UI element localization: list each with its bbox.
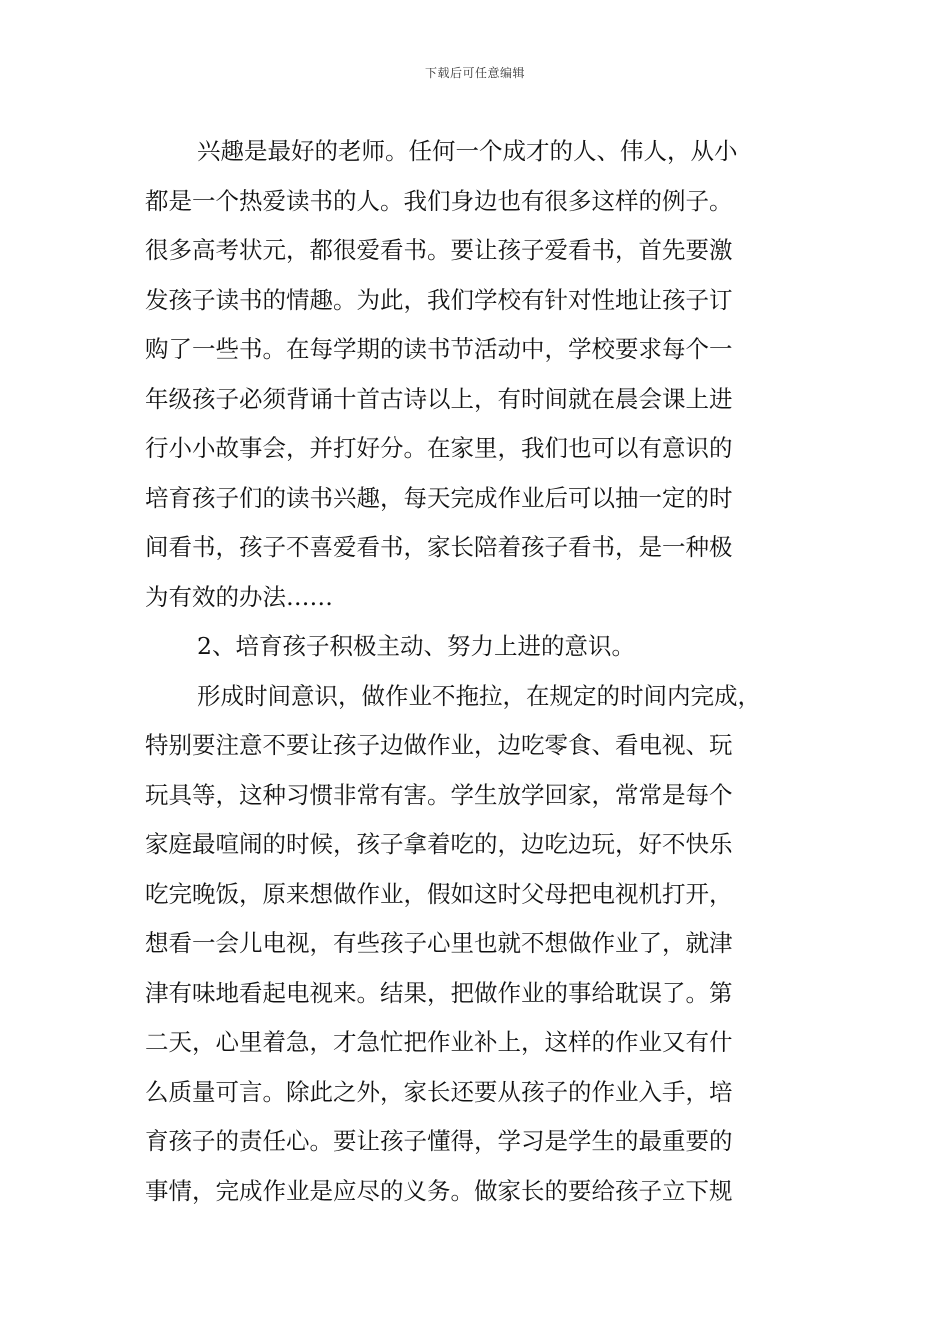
text-line: 都是一个热爱读书的人。我们身边也有很多这样的例子。	[145, 186, 733, 215]
text-line: 培育孩子们的读书兴趣，每天完成作业后可以抽一定的时	[145, 483, 733, 512]
text-line: 特别要注意不要让孩子边做作业，边吃零食、看电视、玩	[145, 731, 733, 759]
text-line: 玩具等，这种习惯非常有害。学生放学回家，常常是每个	[145, 780, 733, 809]
section-heading: 2、培育孩子积极主动、努力上进的意识。	[197, 632, 635, 660]
text-line: 很多高考状元，都很爱看书。要让孩子爱看书，首先要激	[145, 236, 733, 264]
text-line: 间看书，孩子不喜爱看书，家长陪着孩子看书，是一种极	[145, 533, 733, 561]
text-line: 事情，完成作业是应尽的义务。做家长的要给孩子立下规	[145, 1176, 733, 1205]
text-line: 发孩子读书的情趣。为此，我们学校有针对性地让孩子订	[145, 285, 733, 314]
body-text	[145, 127, 835, 1216]
text-line: 育孩子的责任心。要让孩子懂得，学习是学生的最重要的	[145, 1127, 733, 1155]
text-line: 吃完晚饭，原来想做作业，假如这时父母把电视机打开，	[145, 879, 733, 908]
text-line: 家庭最喧闹的时候，孩子拿着吃的，边吃边玩，好不快乐	[145, 830, 733, 858]
text-line: 想看一会儿电视，有些孩子心里也就不想做作业了，就津	[145, 929, 733, 957]
text-line: 行小小故事会，并打好分。在家里，我们也可以有意识的	[145, 434, 733, 462]
text-line: 年级孩子必须背诵十首古诗以上，有时间就在晨会课上进	[145, 384, 733, 413]
text-line: 二天，心里着急，才急忙把作业补上，这样的作业又有什	[145, 1028, 733, 1056]
text-line: 为有效的办法……	[145, 582, 333, 611]
text-line: 形成时间意识，做作业不拖拉，在规定的时间内完成，	[197, 681, 761, 710]
text-line: 兴趣是最好的老师。任何一个成才的人、伟人，从小	[197, 137, 738, 165]
text-line: 么质量可言。除此之外，家长还要从孩子的作业入手，培	[145, 1077, 733, 1106]
text-line: 购了一些书。在每学期的读书节活动中，学校要求每个一	[145, 335, 733, 363]
page-header: 下载后可任意编辑	[424, 66, 525, 80]
text-line: 津有味地看起电视来。结果，把做作业的事给耽误了。第	[145, 978, 733, 1007]
